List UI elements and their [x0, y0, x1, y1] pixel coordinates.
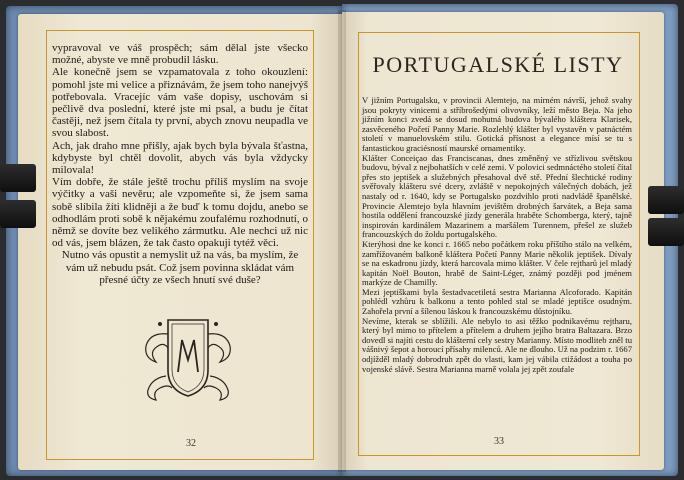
paragraph: V jižním Portugalsku, v provincii Alemtejo, na mírném návrší, jehož svahy jsou pokryty vinicemi a stříbrošedými olivovníky, leží město Beja. Na jeho jižním konci zvedá se dosud mohutná budova bývalého kláštera Klarisek, zasvěceného Početí Panny Marie. Rozlehlý klášter byl vystavěn v patnáctém století v manuelovském stilu. Gotická přísnost a elegance mísí se tu s fantastickou graciésností maurské ornamentiky. [362, 95, 632, 153]
binder-clip [0, 164, 36, 192]
page-number: 33 [494, 436, 504, 447]
page-number: 32 [186, 438, 196, 449]
binder-clip [648, 186, 684, 214]
left-page [18, 14, 342, 470]
paragraph: Kterýhosi dne ke konci r. 1665 nebo počátkem roku příštího stálo na velkém, zamřížovaném balkoně kláštera Početí Panny Marie několik jeptišek. Dívaly se na eskadronu jízdy, která harcovala mimo klášter. V čele rejtharů jel mladý kapitán Noël Bouton, hrabě de Saint-Léger, známý později pod jménem markýze de Chamilly. [362, 238, 632, 288]
paragraph: Klášter Conceiçao das Franciscanas, dnes změněný ve střízlivou světskou budovu, býval z nejbohatších v celé zemi. V polovici sedmnáctého století čítal přes sto jeptišek a služebných přesahoval dvě stě. Přední šlechtické rodiny svěřovaly klášteru své dcery, zvláště v nepokojných válečných dobách, jež nastaly od r. 1640, kdy se Portugalsko pozdvihlo proti nadvládě španělské. Provincie Alemtejo byla hlavním jevištěm drobných šarvátek, a Beja sama hostila oddělení francouzské jízdy generála hraběte Schomberga, který, tajně inspirován kardinálem Mazarinem a maršálem Turennem, přešel ze služeb francouzských do žoldu portugalského. [362, 152, 632, 240]
right-page-body [362, 96, 632, 374]
monogram-ornament-icon [138, 312, 238, 404]
paragraph: Nevíme, kterak se sblížili. Ale nebylo to asi těžko podnikavému rejtharu, který byl mimo to přítelem a přítelem a druhem jejího bratra Baltazara. Brzo dovedl si najíti cestu do klášterní cely sestry Marianny. Místo modliteb zněl tu vášnivý šepot a horoucí přísahy milenců. Ale ne dlouho. Už na podzim r. 1667 odjížděl mladý dobrodruh zpět do vlasti, kam jej vábila ctižádost a touha po vojenské slávě. Sestra Marianna marně volala jej zpět zoufale [362, 315, 632, 374]
paragraph: Ach, jak draho mne přišly, ajak bych byla bývala šťastna, kdybyste byl chtěl dovolit, abych vás byla vždycky milovala! [52, 139, 308, 177]
chapter-heading: PORTUGALSKÉ LISTY [372, 52, 624, 77]
binder-clip [0, 200, 36, 228]
closing-paragraph: Nutno vás opustit a nemyslit už na vás, ba myslím, že vám už nebudu psát. Což jsem povinna skládat vám přesné účty ze všech hnutí své duše? [61, 249, 299, 286]
paragraph: vypravoval ve váš prospěch; sám dělal jste všecko možné, abyste ve mně probudil lásku. [52, 42, 308, 67]
paragraph: Mezi jeptiškami byla šestadvacetiletá sestra Marianna Alcoforado. Kapitán pohlédl vzhůru k balkonu a tento pohled stal se mladé jeptišce osudným. Zahořela první a šílenou láskou k francouzskému důstojníku. [362, 286, 632, 317]
right-page [342, 12, 664, 470]
book-spine [338, 10, 346, 472]
paragraph: Ale konečně jsem se vzpamatovala z toho okouzlení: pomohl jste mi velice a přiznávám, že jsem toho nanejvýš potřebovala. Vracejíc vám vaše dopisy, uschovám si pečlivě dva poslední, které jste mi psal, a budu je čítat častěji, než jsem čítala ty první, abych znovu neupadla ve svou slabost. [52, 66, 308, 140]
binder-clip [648, 218, 684, 246]
paragraph: Vím dobře, že stále ještě trochu příliš myslím na svoje výčitky a vaši nevěru; ale vzpomeňte si, že jsem sama sobě slíbila žíti klidněji a že buď k tomu dojdu, anebo se odhodlám proti sobě k nějakému zoufalému rozhodnutí, o němž se dovíte bez velikého zármutku. Ale nechci už nic od vás, jsem blázen, že tak často opakuji tytéž věci. [52, 176, 308, 250]
left-page-body [52, 42, 308, 286]
